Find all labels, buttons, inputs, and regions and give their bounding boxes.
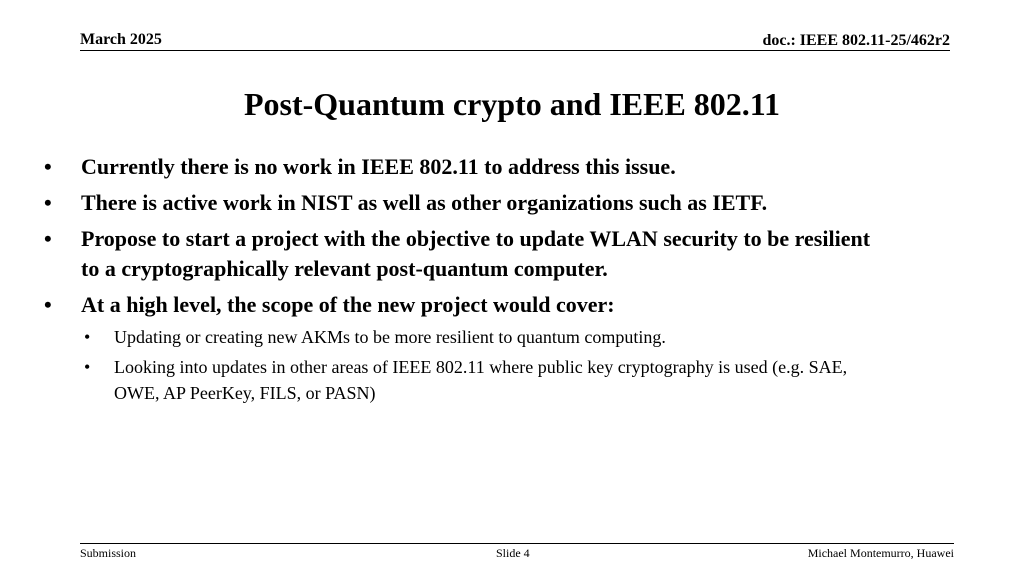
bullet-text: Currently there is no work in IEEE 802.11 to address this issue. <box>81 154 676 179</box>
bullet-text: There is active work in NIST as well as other organizations such as IETF. <box>81 190 768 215</box>
sub-bullet-text: Updating or creating new AKMs to be more resilient to quantum computing. <box>114 327 666 347</box>
header-divider <box>80 50 950 51</box>
bullet-icon: • <box>44 292 52 317</box>
bullet-icon: • <box>44 190 52 215</box>
bullet-item <box>44 290 944 320</box>
bullet-icon: • <box>44 154 52 179</box>
sub-bullet-icon: • <box>84 327 91 347</box>
footer-slide-number: Slide 4 <box>496 546 530 560</box>
sub-bullet-text: Looking into updates in other areas of IEEE 802.11 where public key cryptography is used (e.g. SAE, OWE, AP PeerKey, FILS, or PASN) <box>114 357 848 403</box>
slide-title: Post-Quantum crypto and IEEE 802.11 <box>243 86 781 122</box>
bullet-item <box>44 188 944 218</box>
header-date: March 2025 <box>80 31 162 48</box>
bullet-item <box>44 152 944 182</box>
footer-submission: Submission <box>80 546 137 560</box>
bullet-item <box>44 224 881 284</box>
sub-bullet-item <box>44 324 944 350</box>
slide-body <box>44 152 944 412</box>
bullet-text: Propose to start a project with the objective to update WLAN security to be resilient to a cryptographically relevant post-quantum computer. <box>81 226 871 281</box>
footer-divider <box>80 543 954 544</box>
bullet-text: At a high level, the scope of the new project would cover: <box>81 292 615 317</box>
footer-author: Michael Montemurro, Huawei <box>807 546 954 560</box>
sub-bullet-item <box>44 354 894 406</box>
bullet-icon: • <box>44 226 52 251</box>
sub-bullet-icon: • <box>84 357 91 377</box>
header-doc-id: doc.: IEEE 802.11-25/462r2 <box>762 32 950 49</box>
